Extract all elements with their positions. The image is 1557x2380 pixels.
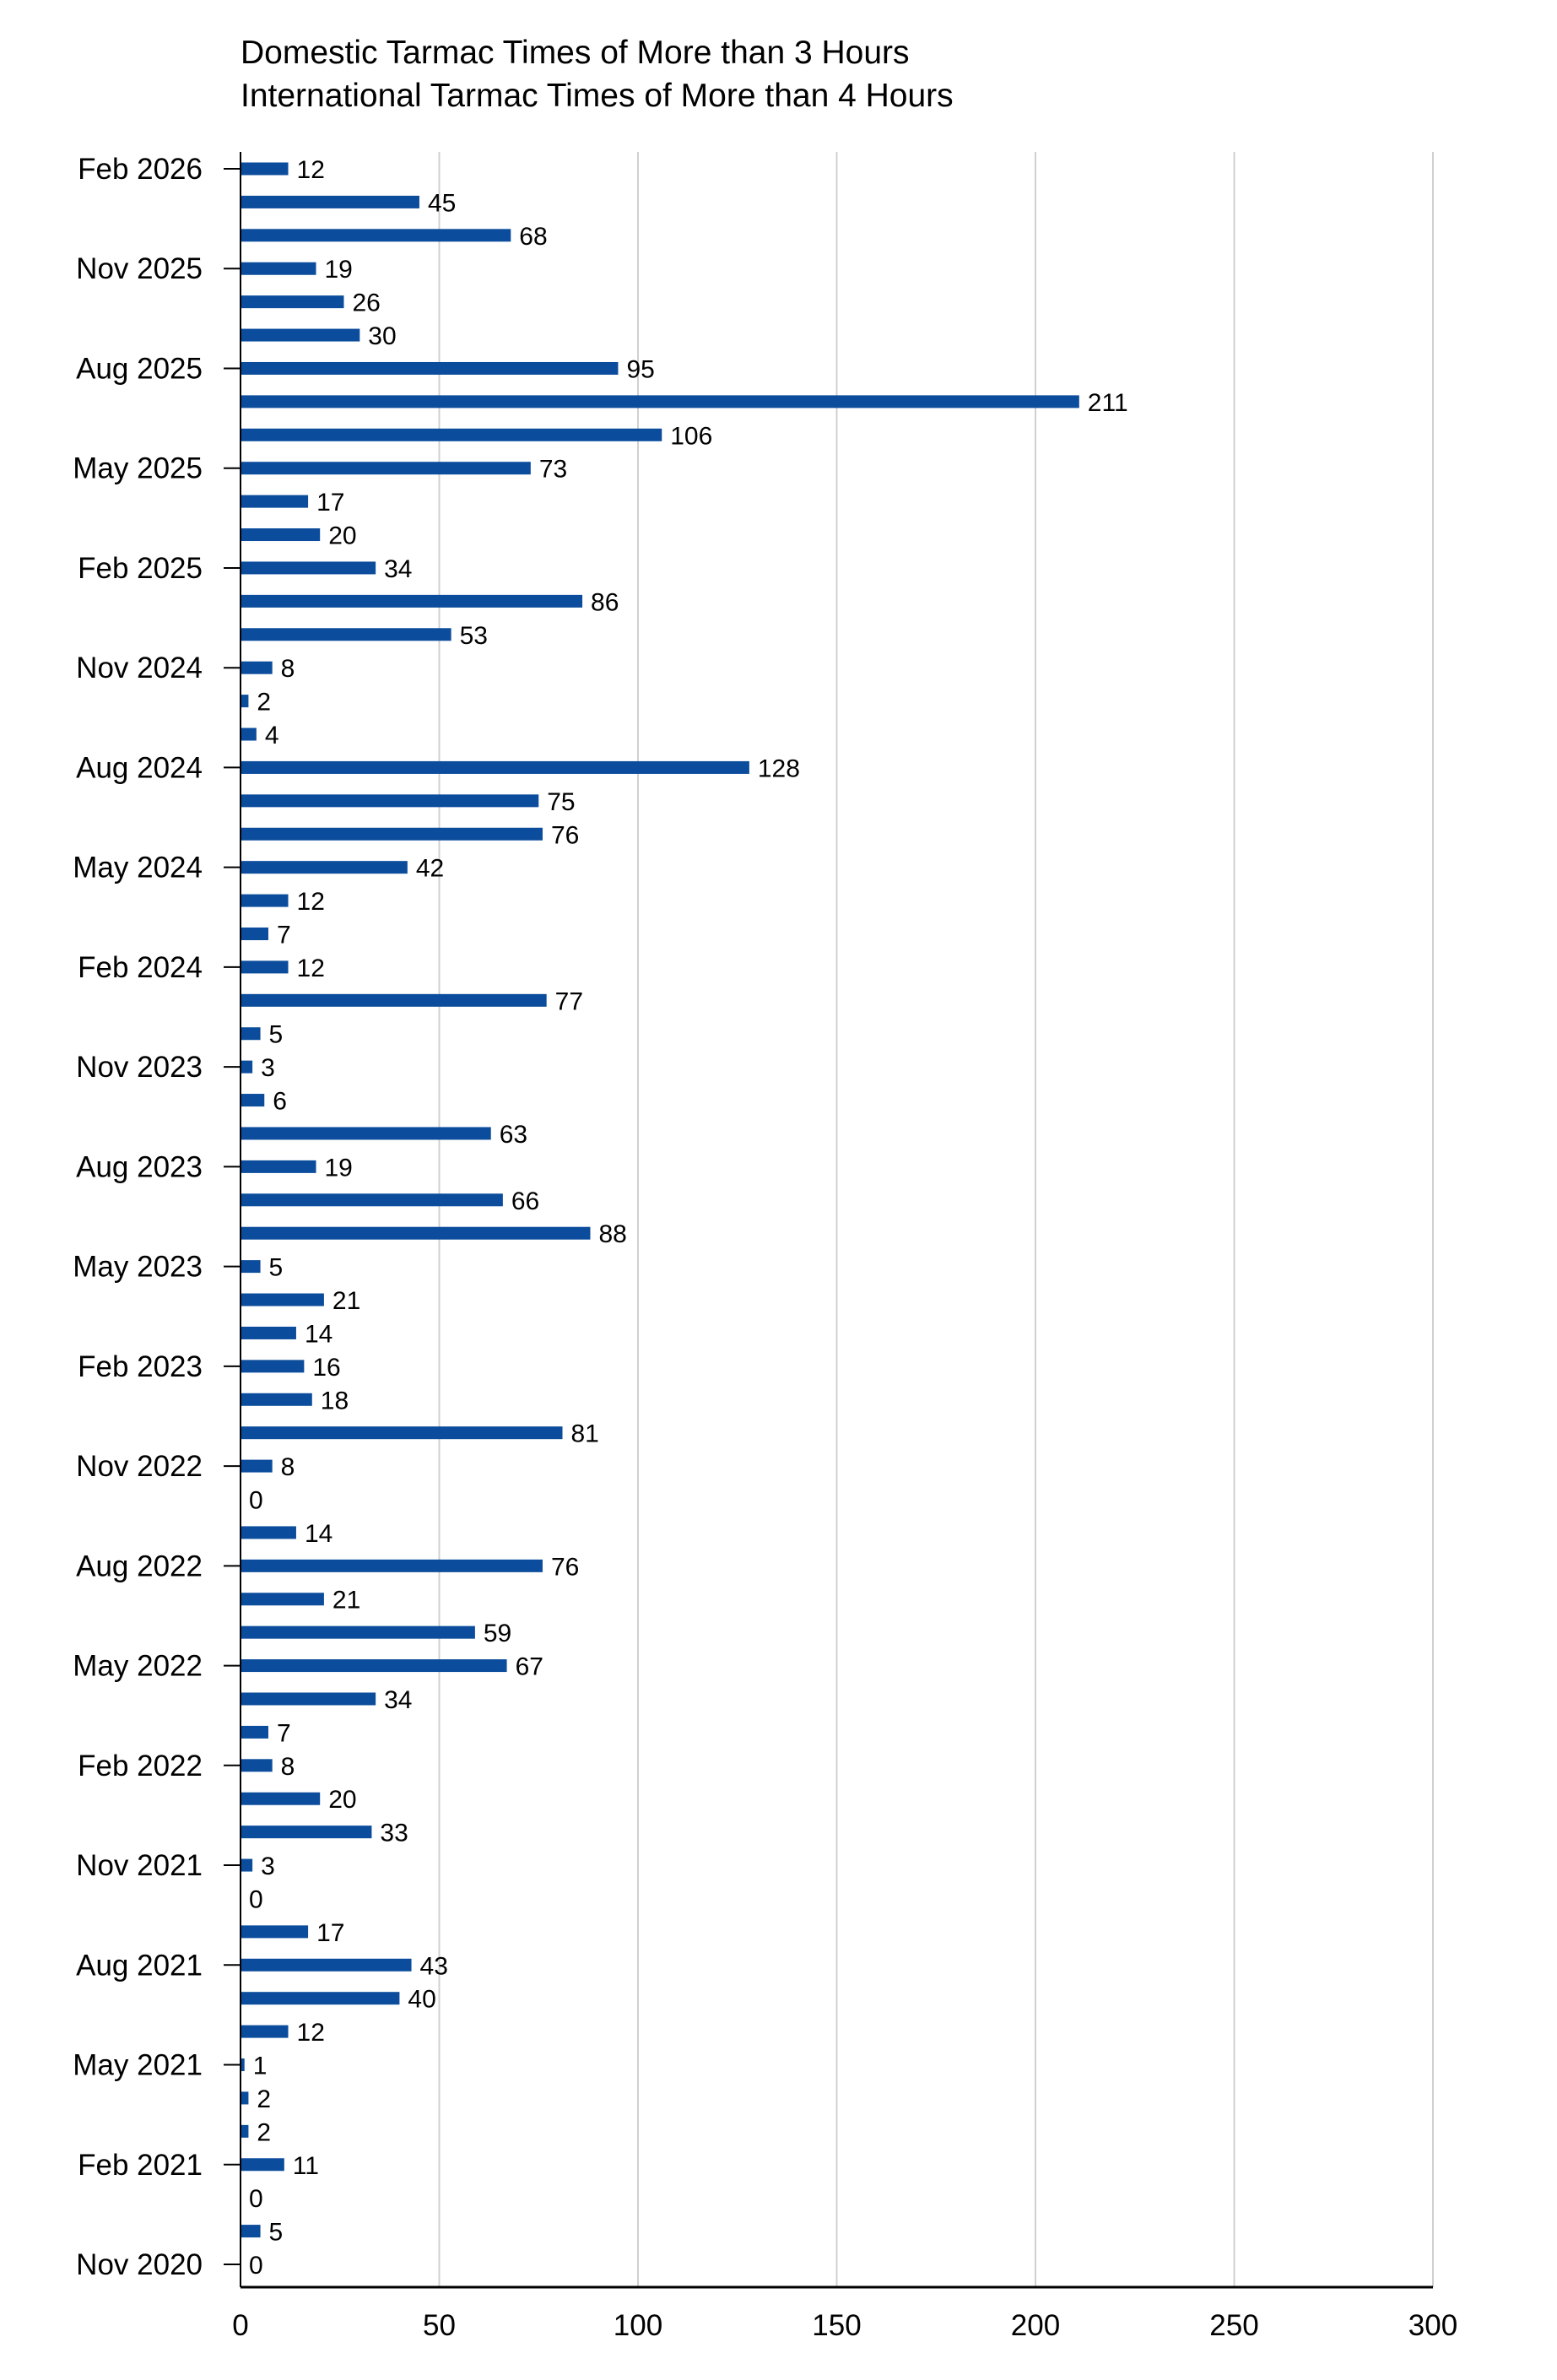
bar-aug-2023	[241, 1160, 316, 1173]
bar-sep-2021	[241, 1925, 308, 1938]
bar-mar-2024	[241, 928, 268, 940]
gridlines	[440, 152, 1434, 2287]
data-label-nov-2024: 8	[280, 655, 295, 684]
bar-mar-2025	[241, 528, 320, 541]
data-label-sep-2021: 17	[316, 1918, 345, 1947]
y-tick-label-feb-2024: Feb 2024	[78, 950, 203, 984]
data-label-mar-2023: 14	[304, 1320, 333, 1349]
bar-jan-2026	[241, 196, 419, 208]
data-label-jan-2026: 45	[427, 189, 457, 218]
y-tick-label-nov-2024: Nov 2024	[76, 652, 203, 685]
data-label-sep-2022: 14	[304, 1519, 333, 1548]
data-label-nov-2023: 3	[261, 1054, 275, 1083]
bar-jun-2021	[241, 2026, 289, 2038]
bar-sep-2022	[241, 1526, 296, 1539]
data-label-jun-2022: 59	[483, 1620, 512, 1648]
bar-may-2025	[241, 462, 531, 474]
data-label-may-2025: 73	[538, 455, 568, 484]
y-tick-label-may-2025: May 2025	[73, 452, 203, 485]
y-tick-label-may-2022: May 2022	[73, 1649, 203, 1683]
data-label-nov-2022: 8	[280, 1453, 295, 1482]
data-label-jul-2021: 40	[408, 1985, 436, 2014]
bar-jul-2021	[241, 1992, 399, 2004]
data-label-sep-2025: 30	[368, 322, 397, 351]
bar-apr-2023	[241, 1294, 324, 1306]
data-label-jul-2022: 21	[332, 1586, 361, 1615]
bar-nov-2021	[241, 1859, 252, 1872]
data-label-sep-2023: 63	[499, 1120, 528, 1149]
bar-may-2022	[241, 1659, 507, 1672]
data-label-aug-2022: 76	[550, 1553, 580, 1582]
data-label-may-2022: 67	[515, 1652, 543, 1681]
y-tick-label-feb-2021: Feb 2021	[78, 2148, 203, 2182]
bar-feb-2023	[241, 1360, 304, 1372]
bar-mar-2022	[241, 1726, 268, 1739]
data-label-jun-2023: 88	[598, 1220, 627, 1249]
bar-oct-2023	[241, 1094, 264, 1106]
data-label-feb-2021: 11	[292, 2151, 319, 2180]
data-label-jan-2024: 77	[554, 987, 584, 1016]
data-label-mar-2022: 7	[276, 1719, 291, 1748]
data-label-jul-2023: 66	[511, 1187, 540, 1215]
y-tick-label-may-2021: May 2021	[73, 2048, 203, 2082]
bar-sep-2024	[241, 728, 257, 741]
bar-may-2024	[241, 861, 408, 874]
data-label-oct-2022: 0	[249, 1486, 263, 1515]
data-label-oct-2024: 2	[257, 688, 272, 717]
data-label-dec-2025: 68	[519, 222, 548, 251]
data-label-feb-2025: 34	[384, 554, 413, 583]
y-tick-label-aug-2025: Aug 2025	[76, 352, 203, 386]
bar-apr-2024	[241, 895, 289, 907]
data-label-jan-2022: 20	[328, 1786, 357, 1815]
bar-jul-2024	[241, 794, 538, 807]
bar-jan-2025	[241, 595, 582, 608]
data-label-mar-2025: 20	[328, 522, 357, 550]
data-label-aug-2023: 19	[324, 1154, 353, 1182]
data-label-aug-2024: 128	[757, 755, 800, 783]
data-label-feb-2023: 16	[312, 1353, 341, 1382]
bar-feb-2024	[241, 960, 289, 973]
bar-dec-2020	[241, 2225, 261, 2237]
data-label-oct-2023: 6	[273, 1087, 287, 1116]
y-tick-label-may-2024: May 2024	[73, 851, 203, 884]
bar-jun-2023	[241, 1227, 590, 1240]
data-label-apr-2025: 17	[316, 489, 345, 517]
bar-apr-2025	[241, 495, 308, 508]
bar-nov-2022	[241, 1460, 273, 1473]
bar-jul-2025	[241, 395, 1079, 408]
data-label-dec-2024: 53	[459, 621, 489, 650]
data-label-feb-2026: 12	[296, 156, 325, 184]
bar-jul-2022	[241, 1593, 324, 1605]
data-label-feb-2024: 12	[296, 954, 325, 982]
bar-jun-2022	[241, 1626, 475, 1639]
data-label-oct-2021: 0	[249, 1885, 263, 1914]
bar-feb-2021	[241, 2158, 284, 2171]
x-tick-label-50: 50	[423, 2309, 456, 2342]
bar-nov-2023	[241, 1061, 252, 1074]
bars	[241, 163, 1079, 2238]
y-tick-label-nov-2025: Nov 2025	[76, 252, 203, 286]
data-label-dec-2020: 5	[268, 2218, 284, 2247]
data-label-dec-2023: 5	[268, 1020, 284, 1049]
bar-aug-2021	[241, 1959, 412, 1972]
data-label-jun-2025: 106	[670, 422, 713, 451]
data-label-apr-2022: 34	[384, 1685, 413, 1714]
y-tick-label-aug-2022: Aug 2022	[76, 1550, 203, 1583]
x-tick-label-100: 100	[613, 2309, 663, 2342]
bar-apr-2022	[241, 1692, 376, 1705]
bar-mar-2021	[241, 2125, 248, 2138]
bar-jun-2024	[241, 828, 543, 841]
x-tick-label-250: 250	[1209, 2309, 1259, 2342]
y-tick-label-may-2023: May 2023	[73, 1250, 203, 1284]
data-label-dec-2022: 81	[570, 1420, 599, 1448]
bar-sep-2025	[241, 329, 360, 342]
bar-dec-2022	[241, 1426, 563, 1439]
data-label-mar-2021: 2	[257, 2118, 272, 2147]
chart-title-line-1: Domestic Tarmac Times of More than 3 Hours	[241, 35, 910, 71]
bar-jan-2023	[241, 1393, 312, 1406]
data-label-nov-2020: 0	[249, 2252, 263, 2280]
bar-jun-2025	[241, 429, 662, 441]
data-label-feb-2022: 8	[280, 1752, 295, 1781]
bar-jan-2022	[241, 1793, 320, 1805]
bar-nov-2025	[241, 262, 316, 275]
x-tick-label-0: 0	[232, 2309, 249, 2342]
y-tick-label-nov-2020: Nov 2020	[76, 2248, 203, 2281]
data-label-sep-2024: 4	[264, 722, 279, 750]
bar-oct-2024	[241, 695, 248, 707]
bar-feb-2026	[241, 163, 289, 176]
y-tick-label-feb-2023: Feb 2023	[78, 1350, 203, 1383]
bar-dec-2025	[241, 229, 511, 241]
data-label-jul-2025: 211	[1087, 388, 1128, 417]
x-tick-label-150: 150	[812, 2309, 862, 2342]
data-label-jan-2025: 86	[591, 588, 619, 617]
data-label-nov-2021: 3	[261, 1853, 275, 1881]
bar-dec-2023	[241, 1027, 261, 1040]
data-label-jul-2024: 75	[547, 787, 576, 816]
bar-jul-2023	[241, 1193, 503, 1206]
data-label-apr-2021: 2	[257, 2085, 272, 2113]
bar-feb-2025	[241, 561, 376, 574]
x-tick-label-300: 300	[1408, 2309, 1458, 2342]
bar-aug-2022	[241, 1560, 543, 1572]
data-label-may-2023: 5	[268, 1253, 284, 1282]
data-label-nov-2025: 19	[324, 256, 353, 284]
y-tick-label-nov-2022: Nov 2022	[76, 1450, 203, 1484]
data-label-apr-2023: 21	[332, 1287, 361, 1316]
data-label-aug-2021: 43	[419, 1952, 448, 1981]
bar-apr-2021	[241, 2091, 248, 2104]
bar-nov-2024	[241, 662, 273, 674]
y-tick-label-nov-2021: Nov 2021	[76, 1849, 203, 1883]
bar-oct-2025	[241, 295, 343, 308]
x-tick-label-200: 200	[1010, 2309, 1061, 2342]
data-label-jan-2023: 18	[320, 1387, 349, 1415]
bar-aug-2025	[241, 362, 618, 375]
data-label-jan-2021: 0	[249, 2185, 263, 2214]
y-tick-label-aug-2024: Aug 2024	[76, 751, 203, 785]
bar-dec-2021	[241, 1826, 371, 1838]
data-label-may-2021: 1	[252, 2052, 268, 2080]
axes	[73, 152, 1457, 2342]
bar-sep-2023	[241, 1127, 491, 1139]
y-tick-label-feb-2026: Feb 2026	[78, 153, 203, 186]
data-label-jun-2024: 76	[550, 821, 580, 850]
data-label-mar-2024: 7	[276, 921, 291, 949]
data-label-may-2024: 42	[415, 854, 445, 883]
bar-aug-2024	[241, 761, 749, 774]
y-tick-label-aug-2023: Aug 2023	[76, 1150, 203, 1184]
bar-mar-2023	[241, 1327, 296, 1339]
data-label-oct-2025: 26	[352, 289, 381, 317]
y-tick-label-feb-2025: Feb 2025	[78, 551, 203, 585]
data-label-jun-2021: 12	[296, 2019, 325, 2047]
data-label-aug-2025: 95	[626, 355, 655, 384]
y-tick-label-feb-2022: Feb 2022	[78, 1749, 203, 1782]
bar-dec-2024	[241, 628, 451, 641]
data-label-dec-2021: 33	[380, 1819, 408, 1847]
data-label-apr-2024: 12	[296, 888, 325, 917]
bar-feb-2022	[241, 1759, 273, 1771]
bar-may-2023	[241, 1260, 261, 1273]
y-tick-label-nov-2023: Nov 2023	[76, 1051, 203, 1085]
bar-jan-2024	[241, 994, 547, 1007]
chart-title-line-2: International Tarmac Times of More than 4 Hours	[241, 78, 954, 114]
chart-title	[241, 35, 954, 114]
y-tick-label-aug-2021: Aug 2021	[76, 1949, 203, 1982]
